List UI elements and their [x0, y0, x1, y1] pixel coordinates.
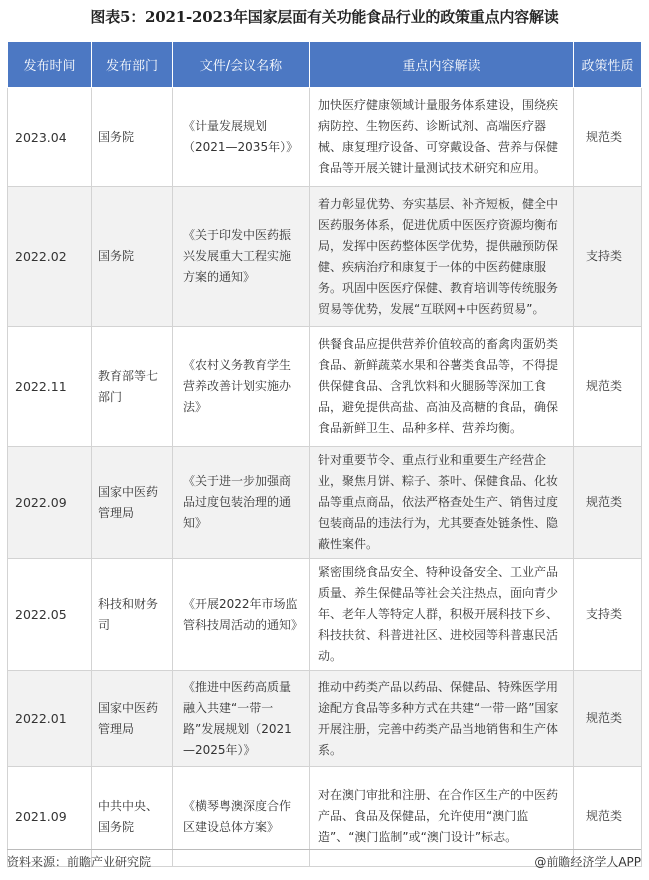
cell-dept: 国家中医药管理局: [92, 671, 173, 767]
cell-dept: 国务院: [92, 187, 173, 327]
footer: [7, 849, 641, 872]
cell-time: 2022.01: [8, 671, 92, 767]
header-time: 发布时间: [8, 42, 92, 88]
cell-content: 针对重要节令、重点行业和重要生产经营企业，聚焦月饼、粽子、茶叶、保健食品、化妆品等重点商品，依法严格查处生产、销售过度包装商品的违法行为，尤其要查处链条性、隐蔽性案件。: [310, 447, 574, 559]
cell-doc: 《推进中医药高质量融入共建“一带一路”发展规划（2021—2025年）》: [173, 671, 310, 767]
cell-dept: 国家中医药管理局: [92, 447, 173, 559]
table-row: [8, 88, 642, 187]
cell-content: 着力彰显优势、夯实基层、补齐短板，健全中医药服务体系，促进优质中医医疗资源均衡布局，发挥中医药整体医学优势，提供融预防保健、疾病治疗和康复于一体的中医药健康服务。巩固中医医疗保健、教育培训等传统服务贸易等优势，发展“互联网+中医药贸易”。: [310, 187, 574, 327]
cell-dept: 中共中央、国务院: [92, 767, 173, 867]
table-row: [8, 447, 642, 559]
cell-time: 2023.04: [8, 88, 92, 187]
cell-nature: 支持类: [574, 559, 642, 671]
cell-content: 供餐食品应提供营养价值较高的畜禽肉蛋奶类食品、新鲜蔬菜水果和谷薯类食品等，不得提供保健食品、含乳饮料和火腿肠等深加工食品，避免提供高盐、高油及高糖的食品，确保食品新鲜卫生、品种多样、营养均衡。: [310, 327, 574, 447]
brand-mark: [534, 853, 641, 870]
table-row: [8, 559, 642, 671]
cell-nature: 规范类: [574, 447, 642, 559]
cell-content: 推动中药类产品以药品、保健品、特殊医学用途配方食品等多种方式在共建“一带一路”国家开展注册，完善中药类产品当地销售和生产体系。: [310, 671, 574, 767]
cell-content: 紧密围绕食品安全、特种设备安全、工业产品质量、养生保健品等社会关注热点，面向青少年、老年人等特定人群，积极开展科技下乡、科技扶贫、科普进社区、进校园等科普惠民活动。: [310, 559, 574, 671]
cell-doc: 《关于印发中医药振兴发展重大工程实施方案的通知》: [173, 187, 310, 327]
cell-nature: 规范类: [574, 671, 642, 767]
cell-nature: 规范类: [574, 327, 642, 447]
header-dept: 发布部门: [92, 42, 173, 88]
cell-content: 对在澳门审批和注册、在合作区生产的中医药产品、食品及保健品，允许使用“澳门监造”、“澳门监制”或“澳门设计”标志。: [310, 767, 574, 867]
cell-dept: 科技和财务司: [92, 559, 173, 671]
cell-dept: 国务院: [92, 88, 173, 187]
table-row: [8, 327, 642, 447]
header-content: 重点内容解读: [310, 42, 574, 88]
cell-nature: 规范类: [574, 88, 642, 187]
cell-doc: 《关于进一步加强商品过度包装治理的通知》: [173, 447, 310, 559]
brand-text: @前瞻经济学人APP: [534, 855, 641, 869]
policy-table: [7, 41, 642, 867]
cell-time: 2022.02: [8, 187, 92, 327]
table-row: [8, 671, 642, 767]
source-note: 资料来源：前瞻产业研究院: [7, 855, 152, 869]
cell-nature: 支持类: [574, 187, 642, 327]
page-title: 图表5：2021-2023年国家层面有关功能食品行业的政策重点内容解读: [90, 8, 559, 26]
cell-dept: 教育部等七部门: [92, 327, 173, 447]
cell-doc: 《横琴粤澳深度合作区建设总体方案》: [173, 767, 310, 867]
cell-time: 2021.09: [8, 767, 92, 867]
cell-time: 2022.11: [8, 327, 92, 447]
cell-nature: 规范类: [574, 767, 642, 867]
cell-doc: 《农村义务教育学生营养改善计划实施办法》: [173, 327, 310, 447]
header-doc: 文件/会议名称: [173, 42, 310, 88]
cell-content: 加快医疗健康领域计量服务体系建设，围绕疾病防控、生物医药、诊断试剂、高端医疗器械、康复理疗设备、可穿戴设备、营养与保健食品等开展关键计量测试技术研究和应用。: [310, 88, 574, 187]
header-nature: 政策性质: [574, 42, 642, 88]
table-row: [8, 187, 642, 327]
cell-doc: 《开展2022年市场监管科技周活动的通知》: [173, 559, 310, 671]
cell-time: 2022.09: [8, 447, 92, 559]
cell-doc: 《计量发展规划（2021—2035年）》: [173, 88, 310, 187]
cell-time: 2022.05: [8, 559, 92, 671]
table-header-row: [8, 42, 642, 88]
